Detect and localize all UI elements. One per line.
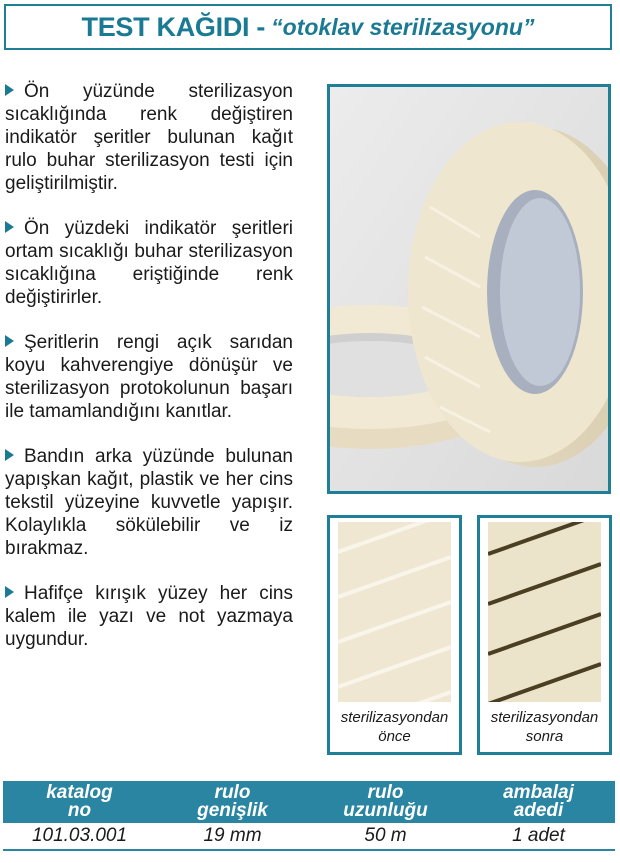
header-line: katalog (46, 782, 113, 803)
header-line: uzunluğu (343, 800, 428, 821)
table-cell-width: 19 mm (203, 825, 262, 846)
title-box (4, 4, 612, 50)
feature-text: Hafifçe kırışık yüzey her cins kalem ile yazı ve not yazmaya uygundur. (5, 583, 293, 650)
feature-text: Ön yüzdeki indikatör şeritleri ortam sıcaklığı buhar sterilizasyon sıcaklığına eriştiğinde renk değiştirirler. (5, 218, 293, 308)
caption-line: sonra (525, 728, 564, 745)
page-title: TEST KAĞIDI - (81, 11, 266, 42)
arrow-right-icon (5, 84, 14, 96)
arrow-right-icon (5, 586, 14, 598)
header-line: no (67, 800, 92, 821)
arrow-right-icon (5, 221, 14, 233)
table-cell-quantity: 1 adet (512, 825, 565, 846)
feature-text: Şeritlerin rengi açık sarıdan koyu kahverengiye dönüşür ve sterilizasyon protokolunun başarı ile tamamlandığını kanıtlar. (5, 332, 293, 422)
header-line: rulo (367, 782, 404, 803)
feature-list (5, 80, 293, 673)
header-line: ambalaj (503, 782, 574, 803)
feature-text: Bandın arka yüzünde bulunan yapışkan kağıt, plastik ve her cins tekstil yüzeyine kuvvetle yapışır. Kolaylıkla sökülebilir ve iz bırakmaz. (5, 446, 293, 559)
column-header (462, 781, 615, 823)
product-table (3, 781, 615, 851)
column-header (3, 781, 156, 823)
feature-item (5, 217, 293, 309)
table-cell-catalog: 101.03.001 (31, 825, 128, 846)
tape-roll-image (330, 87, 608, 491)
header-line: rulo (214, 782, 251, 803)
swatch-before-image (338, 522, 451, 702)
arrow-right-icon (5, 449, 14, 461)
feature-item (5, 80, 293, 195)
feature-item (5, 582, 293, 651)
swatch-after (477, 515, 612, 755)
table-row (3, 823, 615, 851)
table-header (3, 781, 615, 823)
caption-line: sterilizasyondan (340, 709, 449, 726)
feature-item (5, 331, 293, 423)
tape-roll-photo (327, 84, 611, 494)
feature-text: Ön yüzünde sterilizasyon sıcaklığında renk değiştiren indikatör şeritler bulunan kağıt rulo buhar sterilizasyon testi için geliştirilmiştir. (5, 81, 293, 194)
column-header (309, 781, 462, 823)
swatch-before (327, 515, 462, 755)
table-cell-length: 50 m (364, 825, 407, 846)
arrow-right-icon (5, 335, 14, 347)
header-line: adedi (513, 800, 564, 821)
caption-line: önce (378, 728, 411, 745)
page-subtitle: “otoklav sterilizasyonu” (271, 13, 535, 40)
swatch-after-caption (480, 708, 609, 746)
swatch-before-caption (330, 708, 459, 746)
column-header (156, 781, 309, 823)
caption-line: sterilizasyondan (490, 709, 599, 726)
header-line: genişlik (197, 800, 268, 821)
swatch-after-image (488, 522, 601, 702)
feature-item (5, 445, 293, 560)
